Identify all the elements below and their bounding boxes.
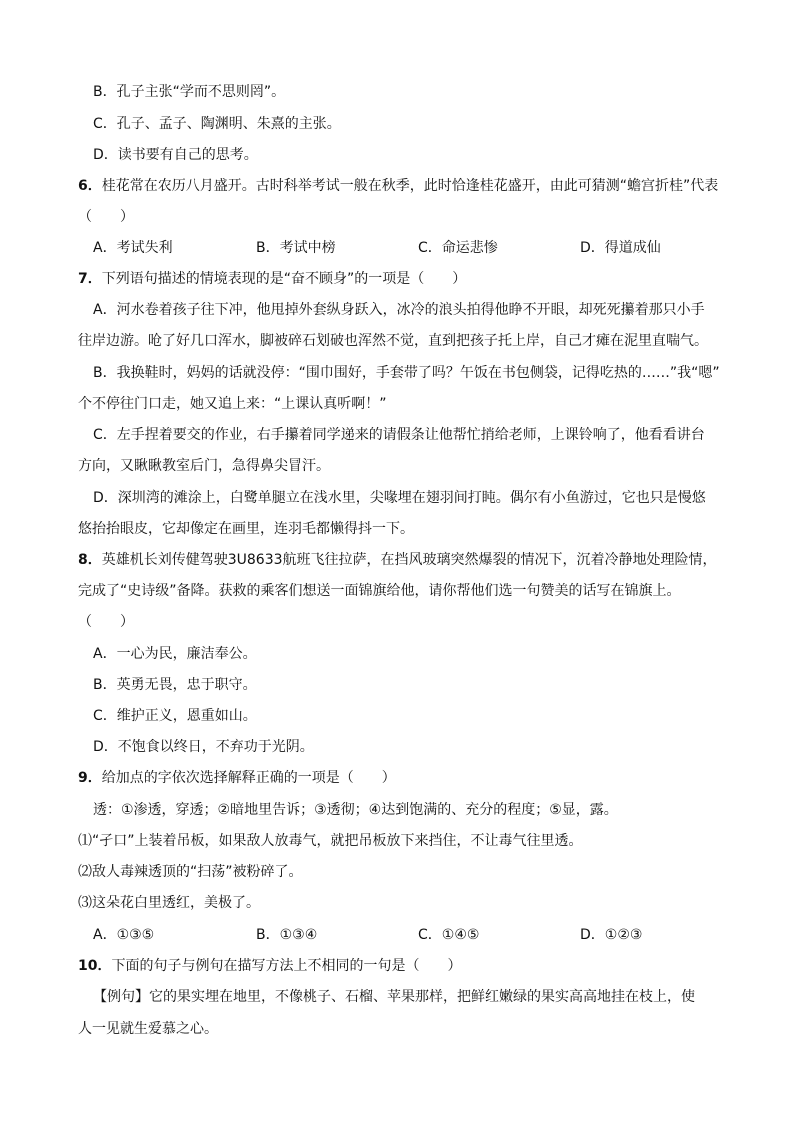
q5-option-c: C．孔子、孟子、陶渊明、朱熹的主张。 [93,116,341,132]
q8-option-b: B．英勇无畏，忠于职守。 [93,677,257,693]
q7-stem [78,270,760,288]
q7-number: 7． [78,271,102,287]
q9-option-d: D．①②③ [580,927,643,943]
q6-option-d: D．得道成仙 [580,240,661,256]
q9-definitions: 透：①渗透，穿透；②暗地里告诉；③透彻；④达到饱满的、充分的程度；⑤显，露。 [93,802,618,818]
q6-option-c: C．命运悲惨 [418,240,498,256]
q9-sentence-1: ⑴“孑口”上装着吊板，如果敌人放毒气，就把吊板放下来挡住，不让毒气往里透。 [78,833,583,849]
q7-option-c-line2: 方向，又瞅瞅教室后门，急得鼻尖冒汗。 [78,458,330,474]
q9-number: 9． [78,770,102,786]
q10-example-line1: 【例句】它的果实埋在地里，不像桃子、石榴、苹果那样，把鲜红嫩绿的果实高高地挂在枝上，使 [93,989,695,1005]
q7-text: 下列语句描述的情境表现的是“奋不顾身”的一项是（ ） [101,271,467,287]
q8-text-line2: 完成了“史诗级”备降。获救的乘客们想送一面锦旗给他，请你帮他们选一句赞美的话写在锦旗上。 [78,583,681,599]
q10-example-line2: 人一见就生爱慕之心。 [78,1021,218,1037]
q6-option-b: B．考试中榜 [256,240,336,256]
q8-paren: （ ） [78,614,134,630]
q6-stem [78,177,760,195]
q9-option-b: B．①③④ [256,927,318,943]
q5-option-b: B．孔子主张“学而不思则罔”。 [93,84,286,100]
q6-text: 桂花常在农历八月盛开。古时科举考试一般在秋季，此时恰逢桂花盛开，由此可猜测“蟾宫折桂”代表 [101,178,719,194]
q7-option-a-line1: A．河水卷着孩子往下冲，他甩掉外套纵身跃入，冰冷的浪头拍得他睁不开眼，却死死攥着那只小手 [93,302,705,318]
q5-option-d: D．读书要有自己的思考。 [93,147,258,163]
q10-number: 10． [78,958,112,974]
q6-number: 6． [78,178,102,194]
q7-option-b-line1: B．我换鞋时，妈妈的话就没停：“围巾围好，手套带了吗？午饭在书包侧袋，记得吃热的……”我“嗯” [93,365,720,381]
q10-stem [78,957,760,975]
q9-sentence-3: ⑶这朵花白里透红，美极了。 [78,895,260,911]
q9-stem [78,769,760,787]
q8-option-a: A．一心为民，廉洁奉公。 [93,646,257,662]
q9-option-c: C．①④⑤ [418,927,480,943]
q9-text: 给加点的字依次选择解释正确的一项是（ ） [101,770,396,786]
q6-paren: （ ） [78,209,134,225]
q9-option-a: A．①③⑤ [93,927,155,943]
q7-option-b-line2: 个不停往门口走，她又追上来：“上课认真听啊！” [78,396,387,412]
q7-option-d-line1: D．深圳湾的滩涂上，白鹭单腿立在浅水里，尖喙埋在翅羽间打盹。偶尔有小鱼游过，它也只是慢悠 [93,490,706,506]
q7-option-a-line2: 往岸边游。呛了好几口浑水，脚被碎石划破也浑然不觉，直到把孩子托上岸，自己才瘫在泥里直喘气。 [78,333,708,349]
q7-option-d-line2: 悠抬抬眼皮，它却像定在画里，连羽毛都懒得抖一下。 [78,521,414,537]
q8-stem [78,551,760,569]
q8-text-line1: 英雄机长刘传健驾驶3U8633航班飞往拉萨，在挡风玻璃突然爆裂的情况下，沉着冷静地处理险情， [101,552,717,568]
q8-option-c: C．维护正义，恩重如山。 [93,708,257,724]
q9-sentence-2: ⑵敌人毒辣透顶的“扫荡”被粉碎了。 [78,864,303,880]
q6-option-a: A．考试失利 [93,240,173,256]
q7-option-c-line1: C．左手捏着要交的作业，右手攥着同学递来的请假条让他帮忙捎给老师，上课铃响了，他看看讲台 [93,427,705,443]
q10-text: 下面的句子与例句在描写方法上不相同的一句是（ ） [111,958,462,974]
q8-number: 8． [78,552,102,568]
q8-option-d: D．不饱食以终日，不弃功于光阴。 [93,739,314,755]
